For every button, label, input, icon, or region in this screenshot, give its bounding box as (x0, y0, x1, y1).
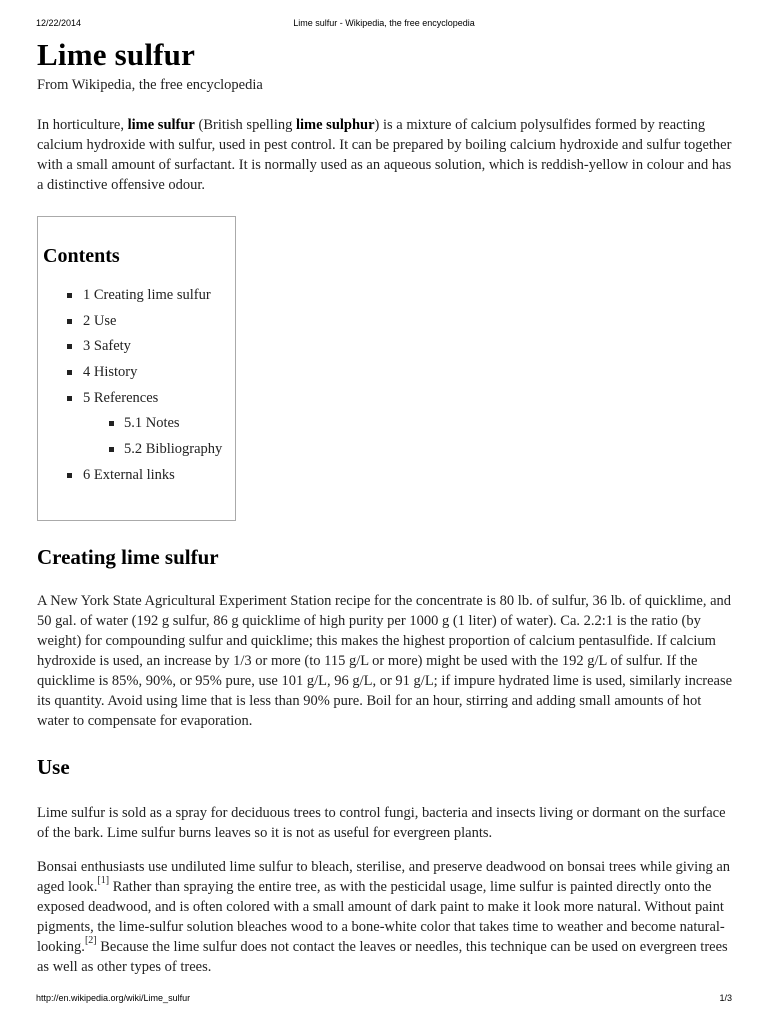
print-header (36, 18, 732, 32)
page-title: Lime sulfur (37, 37, 196, 72)
toc-title: Contents (43, 245, 120, 267)
use-paragraph-2 (37, 857, 733, 977)
intro-text-1: In horticulture, (37, 117, 128, 133)
toc-item-bibliography[interactable]: 5.2 Bibliography (43, 439, 235, 465)
reference-link-1[interactable]: [1] (97, 875, 110, 887)
section-heading-creating: Creating lime sulfur (37, 545, 219, 569)
toc-list (43, 285, 235, 491)
table-of-contents (37, 216, 236, 521)
use-p2-text-b: Rather than spraying the entire tree, as with the pesticidal usage, lime sulfur is painted directly onto the exposed deadwood, and is often colored with a small amount of dark paint to make it look more natural. Without paint pigments, the lime-sulfur solution bleaches wood to a bone-white color that takes time to weather and become natural-looking. (37, 879, 725, 955)
page-subtitle: From Wikipedia, the free encyclopedia (37, 77, 263, 93)
print-page-title: Lime sulfur - Wikipedia, the free encyclopedia (293, 18, 475, 28)
intro-bold-lime-sulphur: lime sulphur (295, 117, 375, 133)
intro-text-3: ) is a mixture of calcium polysulfides formed by reacting calcium hydroxide with sulfur, used in pest control. It can be prepared by boiling calcium hydroxide and sulfur together with a small amount of surfactant. It is normally used as an aqueous solution, which is reddish-yellow in colour and has a distinctive offensive odour. (37, 117, 732, 193)
section-heading-use: Use (37, 755, 70, 779)
toc-item-references[interactable]: 5 References (43, 388, 235, 414)
reference-link-2[interactable]: [2] (84, 935, 97, 947)
print-page-number: 1/3 (719, 993, 732, 1003)
toc-item-safety[interactable]: 3 Safety (43, 336, 235, 362)
toc-item-use[interactable]: 2 Use (43, 311, 235, 337)
intro-bold-lime-sulfur: lime sulfur (127, 117, 195, 133)
toc-item-history[interactable]: 4 History (43, 362, 235, 388)
print-footer (36, 993, 732, 1007)
use-paragraph-1: Lime sulfur is sold as a spray for deciduous trees to control fungi, bacteria and insects living or dormant on the surface of the bark. Lime sulfur burns leaves so it is not as useful for evergreen plants. (37, 805, 726, 841)
creating-paragraph: A New York State Agricultural Experiment Station recipe for the concentrate is 80 lb. of sulfur, 36 lb. of quicklime, and 50 gal. of water (192 g sulfur, 86 g quicklime of high purity per 1000 g (1 liter) of water). Ca. 2.2:1 is the ratio (by weight) for compounding sulfur and quicklime; this makes the highest proportion of calcium pentasulfide. If calcium hydroxide is used, an increase by 1/3 or more (to 115 g/L or more) might be used with the 192 g/L of sulfur. If the quicklime is 85%, 90%, or 95% pure, use 101 g/L, 96 g/L, or 91 g/L; if impure hydrated lime is used, similarly increase its quantity. Avoid using lime that is less than 90% pure. Boil for an hour, stirring and adding small amounts of hot water to compensate for evaporation. (37, 593, 733, 729)
print-url: http://en.wikipedia.org/wiki/Lime_sulfur (36, 993, 191, 1003)
toc-item-external-links[interactable]: 6 External links (43, 465, 235, 491)
intro-text-2: (British spelling (194, 117, 296, 133)
toc-item-notes[interactable]: 5.1 Notes (43, 413, 235, 439)
article-content (37, 36, 733, 977)
use-p2-text-c: Because the lime sulfur does not contact the leaves or needles, this technique can be used on evergreen trees as well as other types of trees. (37, 939, 728, 975)
intro-paragraph (37, 115, 733, 195)
print-date: 12/22/2014 (36, 18, 82, 28)
use-p2-text-a: Bonsai enthusiasts use undiluted lime sulfur to bleach, sterilise, and preserve deadwood on bonsai trees while giving an aged look. (37, 859, 731, 895)
toc-item-creating[interactable]: 1 Creating lime sulfur (43, 285, 235, 311)
